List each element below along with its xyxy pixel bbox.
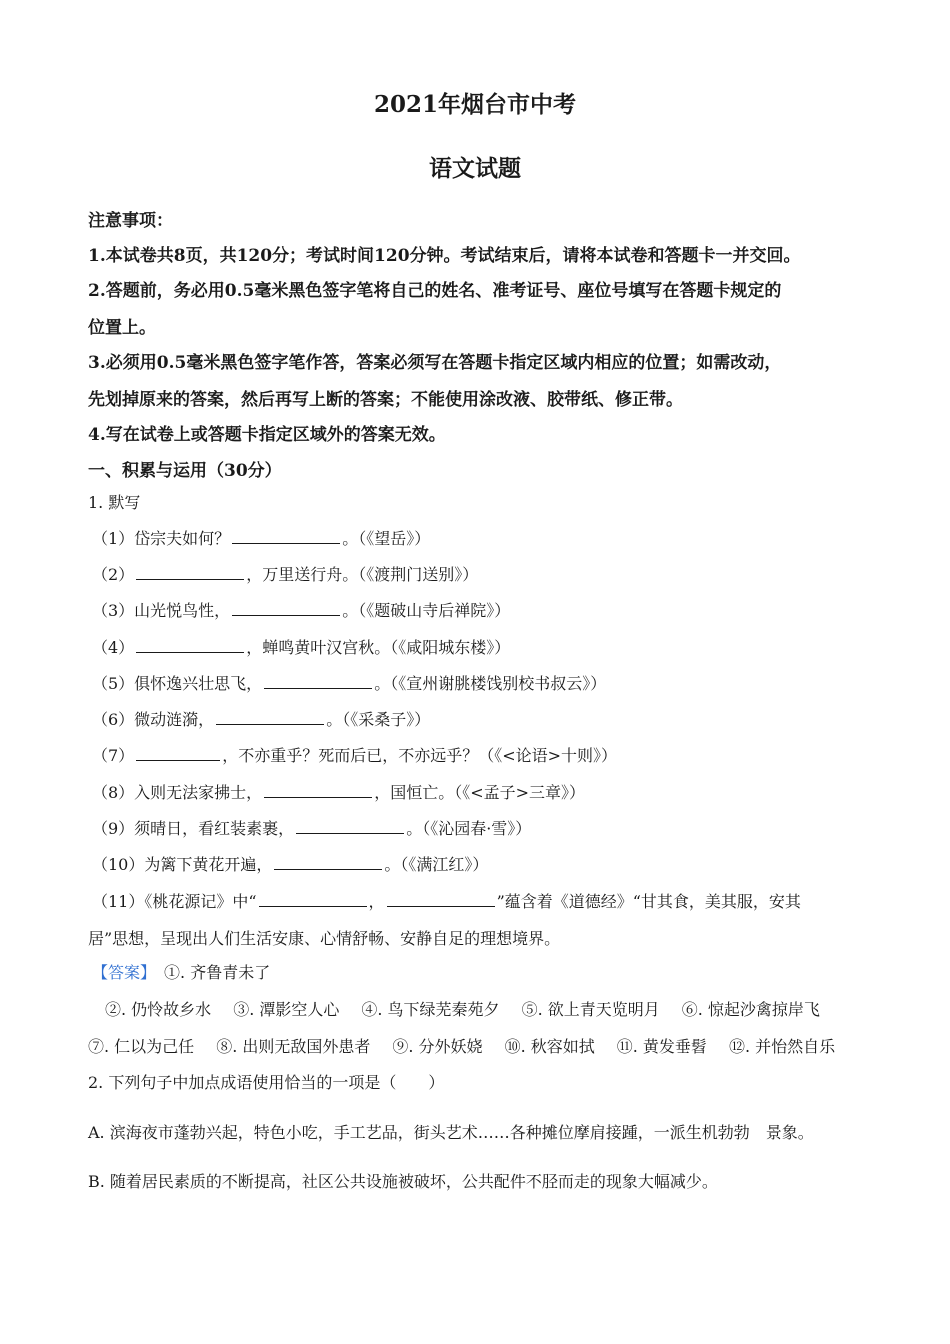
answer-line-1: 【答案】 ①. 齐鲁青未了 [92, 963, 271, 982]
q2-option-b: B. 随着居民素质的不断提高，社区公共设施被破坏，公共配件不胫而走的现象大幅减少。 [88, 1172, 718, 1191]
section-heading: 一、积累与运用（30分） [88, 461, 282, 481]
answer-line-2: ②. 仍怜故乡水 ③. 潭影空人心 ④. 鸟下绿芜秦苑夕 ⑤. 欲上青天览明月 ⑥. 惊起沙禽掠岸飞 [105, 1000, 820, 1019]
q1-item-2: （2） ，万里送行舟。（《渡荆门送别》） [92, 565, 479, 584]
q1-item-8: （8）入则无法家拂士， ，国恒亡。（《<孟子>三章》） [92, 783, 586, 802]
q1-item-3: （3）山光悦鸟性， 。（《题破山寺后禅院》） [92, 601, 511, 620]
notice-3: 3.必须用0.5毫米黑色签字笔作答，答案必须写在答题卡指定区域内相应的位置；如需改动， [88, 353, 782, 373]
answer-blank [387, 892, 495, 907]
notice-2-cont: 位置上。 [88, 318, 156, 338]
notice-heading: 注意事项： [88, 211, 173, 231]
q1-item-6: （6）微动涟漪， 。（《采桑子》） [92, 710, 431, 729]
answer-blank [264, 674, 372, 689]
notice-1: 1.本试卷共8页，共120分；考试时间120分钟。考试结束后，请将本试卷和答题卡一并交回。 [88, 246, 801, 266]
question-1-title: 1. 默写 [88, 493, 141, 512]
answer-label: 【答案】 [92, 963, 149, 982]
q1-item-10: （10）为篱下黄花开遍， 。（《满江红》） [92, 855, 489, 874]
question-2-title: 2. 下列句子中加点成语使用恰当的一项是（ ） [88, 1073, 445, 1092]
q1-item-4: （4） ，蝉鸣黄叶汉宫秋。（《咸阳城东楼》） [92, 638, 511, 657]
page-title: 2021年烟台市中考 [373, 91, 576, 118]
q1-item-5: （5）俱怀逸兴壮思飞， 。（《宣州谢朓楼饯别校书叔云》） [92, 674, 607, 693]
answer-blank [274, 855, 382, 870]
q1-item-11-cont: 居”思想，呈现出人们生活安康、心情舒畅、安静自足的理想境界。 [88, 929, 561, 948]
answer-blank [216, 710, 324, 725]
answer-blank [264, 783, 372, 798]
q1-item-9: （9）须晴日，看红装素裹， 。（《沁园春·雪》） [92, 819, 532, 838]
answer-blank [232, 529, 340, 544]
page-subtitle: 语文试题 [429, 155, 521, 182]
q1-item-1: （1）岱宗夫如何？ 。（《望岳》） [92, 529, 431, 548]
notice-4: 4.写在试卷上或答题卡指定区域外的答案无效。 [88, 425, 446, 445]
answer-line-3: ⑦. 仁以为己任 ⑧. 出则无敌国外患者 ⑨. 分外妖娆 ⑩. 秋容如拭 ⑪. 黄发垂髫 ⑫. 并怡然自乐 [88, 1037, 836, 1056]
answer-blank [136, 638, 244, 653]
answer-blank [259, 892, 367, 907]
q1-item-7: （7） ，不亦重乎？死而后已，不亦远乎？（《<论语>十则》） [92, 746, 618, 765]
answer-blank [232, 601, 340, 616]
answer-blank [136, 746, 220, 761]
notice-3-cont: 先划掉原来的答案，然后再写上断的答案；不能使用涂改液、胶带纸、修正带。 [88, 390, 683, 410]
answer-blank [136, 565, 244, 580]
notice-2: 2.答题前，务必用0.5毫米黑色签字笔将自己的姓名、准考证号、座位号填写在答题卡规定的 [88, 281, 782, 301]
q1-item-11: （11）《桃花源记》中“ ， ”蕴含着《道德经》“甘其食，美其服，安其 [92, 892, 801, 911]
answer-blank [296, 819, 404, 834]
q2-option-a: A. 滨海夜市蓬勃兴起，特色小吃，手工艺品，街头艺术……各种摊位摩肩接踵，一派生机勃勃 景象。 [88, 1123, 814, 1142]
